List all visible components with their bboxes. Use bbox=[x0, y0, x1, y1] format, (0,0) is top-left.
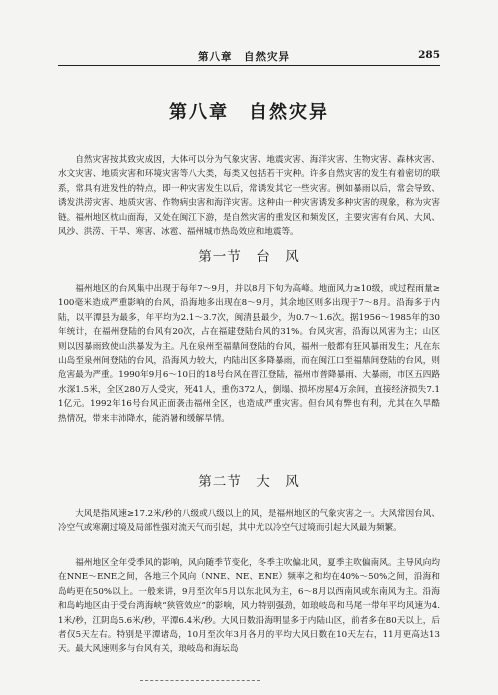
gale-paragraph-1: 大风是指风速≥17.2米/秒的八级或八级以上的风，是福州地区的气象灾害之一。大风常因台风、冷空气或寒潮过境及局部性强对流天气而引起，其中尤以冷空气过境而引起大风最为频繁。 bbox=[58, 509, 440, 534]
section-title-gale: 第二节 大 风 bbox=[198, 474, 300, 490]
page-number: 285 bbox=[418, 49, 440, 61]
running-header bbox=[58, 49, 440, 65]
footer-rule bbox=[140, 680, 260, 681]
gale-paragraph-2: 福州地区全年受季风的影响，风向随季节变化，冬季主吹偏北风，夏季主吹偏南风。主导风向均在NNE～ENE之间，各地三个风向（NNE、NE、ENE）频率之和均在40%～50%之间，沿海和岛屿更在50%以上。一般来讲，9月至次年5月以东北风为主，6～8月以西南风或东南风为主。沿海和岛屿地区由于受台湾海峡“狭管效应”的影响，风力特别强劲，如琅岐岛和马尾一带年平均风速为4.1米/秒，江阴岛5.6米/秒，平潭6.4米/秒。大风日数沿海明显多于内陆山区，前者多在80天以上，后者仅5天左右。特别是平潭诸岛，10月至次年3月各月的平均大风日数在10天左右，11月更高达13天。最大风速则多与台风有关，琅岐岛和海坛岛 bbox=[58, 558, 440, 655]
intro-paragraph: 自然灾害按其致灾成因，大体可以分为气象灾害、地震灾害、海洋灾害、生物灾害、森林灾害、水文灾害、地质灾害和环境灾害等八大类，每类又包括若干灾种。许多自然灾害的发生有着密切的联系，常具有进发性的特点，即一种灾害发生以后，常诱发其它一些灾害。例如暴雨以后，常会导致、诱发洪涝灾害、地质灾害、作物病虫害和海洋灾害。这种由一种灾害诱发多种灾害的现象，称为灾害链。福州地区枕山面海，又处在闽江下游，是自然灾害的重发区和频发区，主要灾害有台风、大风、风沙、洪涝、干旱、寒害、冰雹、福州城市热岛效应和地震等。 bbox=[58, 155, 440, 238]
typhoon-paragraph: 福州地区的台风集中出现于每年7～9月，并以8月下旬为高峰。地面风力≥10级，或过程雨量≥100毫米造成严重影响的台风，沿海地多出现在8～9月，其余地区则多出现于7～8月。沿海多于内陆，以平潭县为最多，年平均为2.1～3.7次，闽清县最少，为0.7～1.6次。据1956～1985年的30年统计，在福州登陆的台风有20次，占在福建登陆台风的31%。台风灾害，沿海以风害为主；山区则以因暴雨致使山洪暴发为主。凡在泉州至福鼎间登陆的台风，福州一般都有狂风暴雨发生；凡在东山岛至泉州间登陆的台风，沿海风力较大，内陆出区多降暴雨，而在闽江口至福鼎间登陆的台风，则危害最为严重。1990年9月6～10日的18号台风在晋江登陆，福州市普降暴雨、大暴雨，市区五四路水深1.5米，全区280万人受灾，死41人，重伤372人，倒塌、损坏房屋4万余间，直接经济损失7.11亿元。1992年16号台风正面袭击福州全区，也造成严重灾害。但台风有弊也有利，尤其在久旱酷热情况，带来丰沛降水，能消暑和缓解旱情。 bbox=[58, 284, 440, 424]
chapter-title: 第八章 自然灾异 bbox=[169, 102, 329, 123]
header-rule bbox=[58, 65, 440, 66]
running-title: 第八章 自然灾异 bbox=[198, 51, 290, 63]
section-title-typhoon: 第一节 台 风 bbox=[198, 249, 300, 265]
